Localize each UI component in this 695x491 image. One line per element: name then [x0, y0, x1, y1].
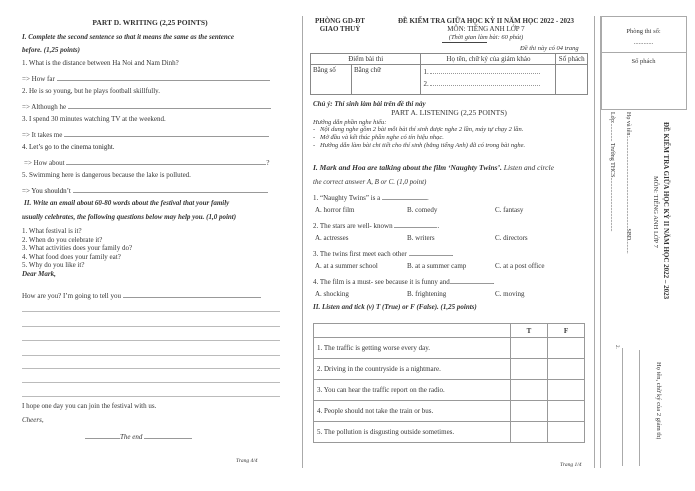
- writing-line[interactable]: [22, 355, 280, 356]
- sec1-bold: I. Mark and Hoa are talking about the film ‘Naughty Twins’.: [313, 163, 502, 172]
- pages-note: Đề thi này có 04 trang: [520, 45, 579, 52]
- examiner-num: 2.: [423, 80, 431, 88]
- page-number: Trang 4/4: [236, 458, 258, 464]
- true-false-table: [313, 323, 585, 443]
- answer-blank[interactable]: [64, 129, 269, 137]
- tf-statement: 3. You can hear the traffic report on the radio.: [314, 380, 511, 401]
- signature-line-2: [622, 348, 623, 466]
- answer-blank[interactable]: [73, 185, 268, 193]
- note: Chú ý: Thí sinh làm bài trên đề thi này: [313, 100, 426, 108]
- writing-q1: 1. What is the distance between Ha Noi and Nam Dinh?: [22, 59, 179, 67]
- code-label: Số phách: [631, 58, 656, 65]
- writing-a3: [22, 129, 269, 140]
- mc-option-a[interactable]: A. actresses: [315, 234, 349, 242]
- section2-heading-2: usually celebrates, the following questions below may help you. (1,0 point): [22, 213, 237, 221]
- writing-q4: 4. Let’s go to the cinema tonight.: [22, 143, 115, 151]
- decor-line: [85, 431, 120, 439]
- tf-statement: 4. People should not take the train or bus.: [314, 401, 511, 422]
- col-examiner: Họ tên, chữ ký của giám khảo: [421, 54, 556, 65]
- mc-question-1: [313, 192, 429, 203]
- signature-line-1: [639, 350, 640, 466]
- header-table: [310, 53, 588, 95]
- tf-statement: 2. Driving in the countryside is a nightmare.: [314, 359, 511, 380]
- department: [310, 17, 370, 33]
- vertical-sign-label: Họ tên, chữ ký của 2 giám thị: [655, 362, 662, 440]
- guide-question: 4. What food does your family eat?: [22, 252, 121, 261]
- tf-statement: 5. The pollution is disgusting outside sometimes.: [314, 422, 511, 443]
- mc-option-b[interactable]: B. at a summer camp: [407, 262, 467, 270]
- mc-option-a[interactable]: A. shocking: [315, 290, 349, 298]
- writing-line[interactable]: [22, 326, 280, 327]
- writing-a1: [22, 73, 270, 84]
- col-code: Số phách: [556, 54, 588, 65]
- sec1-rest: Listen and circle: [501, 163, 554, 172]
- writing-line[interactable]: [22, 368, 280, 369]
- vertical-exam-title: ĐỀ KIỂM TRA GIỮA HỌC KỲ II NĂM HỌC 2022 – 2023: [662, 122, 670, 300]
- tf-cell-f[interactable]: [548, 401, 585, 422]
- section2-heading: II. Write an email about 60-80 words about the festival that your family: [24, 199, 230, 207]
- listening-sec2-heading: II. Listen and tick (v) T (True) or F (False). (1,25 points): [313, 303, 477, 311]
- room-box-divider: [601, 52, 686, 53]
- tf-cell-t[interactable]: [511, 380, 548, 401]
- answer-prefix: => Although he: [22, 103, 67, 111]
- bullet-dash: -: [313, 126, 321, 133]
- dept-line: GIAO THUỶ: [319, 25, 361, 33]
- mc-option-a[interactable]: A. at a summer school: [315, 262, 378, 270]
- tf-cell-t[interactable]: [511, 422, 548, 443]
- opening-text: How are you? I’m going to tell you: [22, 292, 121, 300]
- tf-cell-f[interactable]: [548, 422, 585, 443]
- signature-num-2: 2.: [614, 345, 619, 349]
- examiner-lines: [421, 65, 556, 95]
- the-end: [85, 431, 192, 442]
- room-label: Phòng thi số:: [626, 28, 661, 35]
- examiner-num: 1.: [423, 68, 431, 76]
- writing-a5: [22, 185, 268, 196]
- vertical-class: Lớp:............ Trường THCS....................................: [609, 112, 615, 232]
- answer-blank[interactable]: [66, 157, 266, 165]
- exam-title: ĐỀ KIỂM TRA GIỮA HỌC KỲ II NĂM HỌC 2022 - 2023: [398, 17, 574, 25]
- mc-option-b[interactable]: B. comedy: [407, 206, 438, 214]
- answer-blank[interactable]: [68, 101, 271, 109]
- score-number: Bằng số: [311, 65, 352, 95]
- vertical-name: Họ và tên:.............................................................SBD.........: [625, 112, 631, 254]
- tf-cell-f[interactable]: [548, 380, 585, 401]
- code-cell: [556, 65, 588, 95]
- table-row: [314, 422, 585, 443]
- writing-title: PART D. WRITING (2,25 POINTS): [92, 18, 208, 27]
- tf-header-t: T: [511, 324, 548, 338]
- mc-option-a[interactable]: A. horror film: [315, 206, 355, 214]
- guide-item: Mở đầu và kết thúc phần nghe có tín hiệu nhạc.: [320, 134, 444, 141]
- room-dots[interactable]: ............: [633, 39, 654, 46]
- answer-blank[interactable]: [382, 192, 427, 200]
- writing-line[interactable]: [22, 396, 280, 397]
- vertical-subject: MÔN: TIẾNG ANH LỚP 7: [652, 176, 659, 248]
- answer-blank[interactable]: [57, 73, 270, 81]
- section1-heading: I. Complete the second sentence so that it means the same as the sentence: [22, 33, 234, 41]
- punct: .: [451, 250, 454, 258]
- writing-q3: 3. I spend 30 minutes watching TV at the weekend.: [22, 115, 166, 123]
- tf-cell-t[interactable]: [511, 338, 548, 359]
- table-row: [314, 338, 585, 359]
- writing-q2: 2. He is so young, but he plays football skillfully.: [22, 87, 160, 95]
- answer-prefix: => You shouldn’t: [22, 187, 71, 195]
- table-row: [314, 401, 585, 422]
- decor-line: [144, 431, 192, 439]
- punct: .: [492, 278, 495, 286]
- listening-sec1-heading-2: the correct answer A, B or C. (1,0 point): [313, 178, 427, 186]
- email-signoff: Cheers,: [22, 416, 44, 424]
- table-row: [314, 380, 585, 401]
- listening-sec1-heading: [313, 163, 554, 172]
- page-border-left: [302, 16, 303, 468]
- guide-questions: [22, 227, 132, 270]
- writing-line[interactable]: [22, 311, 280, 312]
- bullet-dash: -: [313, 142, 321, 149]
- writing-a2: [22, 101, 271, 112]
- punct: .: [426, 194, 429, 202]
- mc-option-b[interactable]: B. frightening: [407, 290, 447, 298]
- answer-prefix: => How about: [24, 159, 65, 167]
- answer-blank[interactable]: [450, 276, 493, 284]
- email-opening: [22, 290, 261, 301]
- title-underline: [442, 42, 487, 43]
- mc-question-3: [313, 248, 453, 259]
- guide-question: 1. What festival is it?: [22, 227, 82, 235]
- page-border-right: [594, 16, 595, 468]
- guide-question: 3. What activities does your family do?: [22, 244, 133, 252]
- guide-item: Hướng dẫn làm bài chi tiết cho thí sinh (bằng tiếng Anh) đã có trong bài nghe.: [320, 142, 526, 149]
- answer-blank[interactable]: [409, 248, 452, 256]
- answer-prefix: => How far: [22, 75, 55, 83]
- mc-option-c[interactable]: C. moving: [495, 290, 525, 298]
- guide-title: Hướng dẫn phần nghe hiểu:: [313, 119, 387, 126]
- writing-a4: [24, 157, 269, 168]
- tf-cell-f[interactable]: [548, 359, 585, 380]
- bullet-dash: -: [313, 134, 321, 141]
- the-end-text: The end: [120, 433, 143, 441]
- guide-item: Nội dung nghe gồm 2 bài mỗi bài thí sinh được nghe 2 lần, máy tự chạy 2 lần.: [320, 126, 524, 133]
- table-row: [314, 359, 585, 380]
- examiner-blank[interactable]: [430, 66, 540, 74]
- exam-duration: (Thời gian làm bài: 60 phút): [448, 34, 524, 41]
- answer-blank[interactable]: [123, 290, 261, 298]
- writing-line[interactable]: [22, 340, 280, 341]
- tf-cell-t[interactable]: [511, 401, 548, 422]
- mc-option-b[interactable]: B. writers: [407, 234, 435, 242]
- mc-question-text: 2. The stars are well- known: [313, 222, 393, 230]
- part-title: PART A. LISTENING (2,25 POINTS): [391, 108, 507, 117]
- tf-cell-f[interactable]: [548, 338, 585, 359]
- tf-header-blank: [314, 324, 511, 338]
- mc-question-2: [313, 220, 439, 231]
- punct: .: [437, 222, 440, 230]
- email-closing: I hope one day you can join the festival with us.: [22, 402, 157, 410]
- tf-header-f: F: [548, 324, 585, 338]
- email-greeting: Dear Mark,: [22, 270, 56, 278]
- writing-line[interactable]: [22, 382, 280, 383]
- mc-question-text: 3. The twins first meet each other: [313, 250, 407, 258]
- score-words: Bằng chữ: [352, 65, 421, 95]
- exam-subject: MÔN: TIẾNG ANH LỚP 7: [447, 25, 525, 33]
- tf-cell-t[interactable]: [511, 359, 548, 380]
- page-number: Trang 1/4: [560, 462, 582, 468]
- dept-line: PHÒNG GD-ĐT: [315, 17, 365, 25]
- mc-question-text: 1. “Naughty Twins” is a: [313, 194, 381, 202]
- tf-statement: 1. The traffic is getting worse every day.: [314, 338, 511, 359]
- answer-blank[interactable]: [394, 220, 440, 230]
- examiner-blank[interactable]: [430, 78, 540, 86]
- writing-q5: 5. Swimming here is dangerous because the lake is polluted.: [22, 171, 191, 179]
- guide-list: [313, 126, 525, 150]
- mc-question-text: 4. The film is a must- see because it is funny and: [313, 278, 450, 286]
- mc-option-c[interactable]: C. at a post office: [495, 262, 545, 270]
- answer-prefix: => It takes me: [22, 131, 63, 139]
- question-mark: ?: [266, 159, 270, 167]
- mc-option-c[interactable]: C. fantasy: [495, 206, 524, 214]
- guide-question: 5. Why do you like it?: [22, 261, 85, 269]
- col-score: Điểm bài thi: [311, 54, 421, 65]
- section1-heading-2: before. (1,25 points): [22, 46, 80, 54]
- mc-question-4: [313, 276, 494, 287]
- guide-question: 2. When do you celebrate it?: [22, 235, 103, 244]
- mc-option-c[interactable]: C. directors: [495, 234, 528, 242]
